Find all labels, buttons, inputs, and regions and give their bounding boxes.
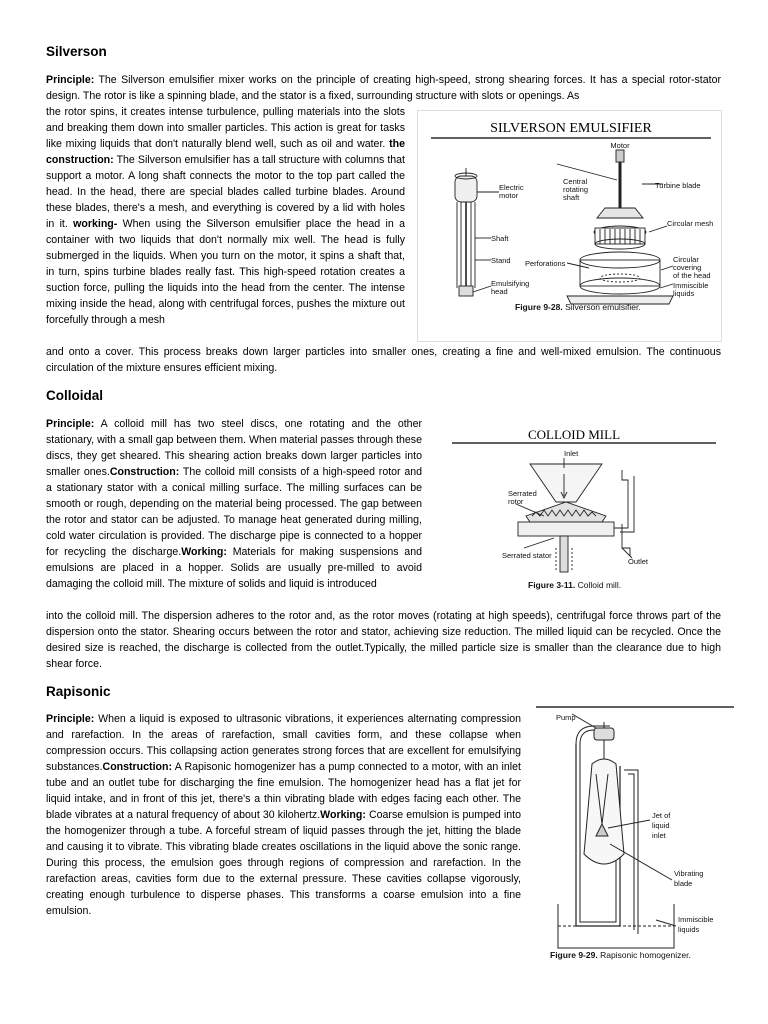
label-outlet: Outlet	[628, 557, 649, 566]
principle-text: When a liquid is exposed to ultrasonic vibrations, it experiences alternating compression and rarefaction. In the areas of rarefaction, small cavities form, and these collapse when compression occurs. This collapsing action generates strong forces that are excellent for emulsifying substances.	[46, 713, 521, 773]
working-label: Working:	[181, 546, 227, 558]
construction-label: the construction:	[46, 138, 405, 166]
working-label: Working:	[320, 809, 366, 821]
colloidal-tail-paragraph: into the colloid mill. The dispersion adheres to the rotor and, as the rotor moves (rotating at high speeds), centrifugal force throws part of the dispersion onto the stator. Shearing occurs between the rotor and stator, achieving size reduction. The milled liquid can be recycled. Once the desired size is reached, the discharge is collected from the outlet.Typically, the milled particle size is smaller than the clearance due to high shear force.	[46, 610, 721, 670]
construction-text: The Silverson emulsifier has a tall structure with columns that support a motor. A long shaft connects the motor to the top part called the head. In the head, there are special blades called turbine blades. Around these blades, there's a mesh, and everything is covered by a lid with holes in it.	[46, 154, 405, 230]
label-shaft: shaft	[563, 193, 580, 202]
caption-text: Colloid mill.	[575, 580, 622, 590]
colloidal-wrap-paragraph	[46, 416, 422, 592]
label-imm2: liquids	[673, 289, 695, 298]
label-emul2: head	[491, 287, 508, 296]
label-emul1: Emulsifying	[491, 279, 530, 288]
label-circ2: covering	[673, 263, 702, 272]
working-label: working-	[73, 218, 118, 230]
colloid-mill-figure	[452, 420, 722, 600]
rapisonic-homogenizer-figure	[536, 704, 740, 966]
label-turbine: Turbine blade	[655, 181, 701, 190]
figure-title: SILVERSON EMULSIFIER	[490, 121, 652, 136]
label-vib2: blade	[674, 879, 693, 888]
label-imm1: Immiscible	[678, 915, 714, 924]
silverson-emulsifier-figure	[417, 110, 722, 342]
label-inlet: Inlet	[564, 449, 579, 458]
label-serrated: Serrated	[508, 489, 537, 498]
label-rotor: rotor	[508, 497, 524, 506]
label-imm2: liquids	[678, 925, 700, 934]
principle-label: Principle:	[46, 713, 95, 725]
principle-text: The Silverson emulsifier mixer works on the principle of creating high-speed, strong shearing forces. It has a special rotor-stator design. The rotor is like a spinning blade, and the stator is a fixed, surrounding structure with slots or openings. As	[46, 74, 721, 102]
section-heading-colloidal: Colloidal	[46, 388, 103, 403]
label-stator: Serrated stator	[502, 551, 552, 560]
figure-caption	[515, 302, 641, 312]
label-circ1: Circular	[673, 255, 699, 264]
label-jet3: inlet	[652, 831, 666, 840]
figure-title: COLLOID MILL	[527, 427, 621, 442]
label-perf: Perforations	[525, 259, 566, 268]
label-central: Central	[563, 177, 588, 186]
caption-number: Figure 9-28.	[515, 302, 563, 312]
caption-number: Figure 3-11.	[528, 580, 576, 590]
section-heading-silverson: Silverson	[46, 44, 107, 59]
label-jet1: Jet of	[652, 811, 671, 820]
construction-label: Construction:	[102, 761, 172, 773]
label-electric: Electric	[499, 183, 524, 192]
wrap-text: the rotor spins, it creates intense turbulence, pulling materials into the slots and breaking them down into smaller particles. This action is great for tasks like mixing liquids that don't naturally blend well, such as oil and water.	[46, 106, 405, 150]
label-jet2: liquid	[652, 821, 670, 830]
label-motor: Motor	[610, 141, 630, 150]
construction-label: Construction:	[109, 466, 180, 478]
label-vib1: Vibrating	[674, 869, 704, 878]
working-text: Materials for making suspensions and emulsions are placed in a hopper. Solids are usually pre-milled to avoid damaging the colloid mill. The mixture of solids and liquid is introduced	[46, 546, 422, 590]
working-text: Coarse emulsion is pumped into the homogenizer through a tube. A forceful stream of liquid passes through the jet, hitting the blade and causing it to vibrate. This vibrating blade creates oscillations in the liquid above the sonic range. During this process, the emulsion goes through regions of compression and rarefaction. In the rarefaction areas, cavities form due to the external pressure. These cavities collapse vigorously, creating enough turbulence to disperse phases. This transforms a coarse emulsion into a fine emulsion.	[46, 809, 521, 917]
silverson-principle-paragraph	[46, 72, 721, 104]
principle-label: Principle:	[46, 418, 95, 430]
label-pump: Pump	[556, 713, 576, 722]
rapisonic-paragraph	[46, 711, 521, 919]
label-rotating: rotating	[563, 185, 589, 194]
construction-text: The colloid mill consists of a high-speed rotor and a stationary stator with a conical milling surface. The milling surfaces can be smooth or rough, depending on the material being processed. The gap between the rotor and stator can be adjusted. To manage heat generated during milling, cold water circulation is provided. The discharge pipe is connected to a hopper for recycling the discharge.	[46, 466, 423, 558]
section-heading-rapisonic: Rapisonic	[46, 684, 111, 699]
label-circ3: of the head	[673, 271, 711, 280]
figure-caption	[550, 950, 691, 960]
silverson-tail-paragraph: and onto a cover. This process breaks down larger particles into smaller ones, creating a fine and well-mixed emulsion. The continuous circulation of the mixture ensures efficient mixing.	[46, 346, 721, 374]
figure-caption	[528, 580, 621, 590]
caption-text: Silverson emulsifier.	[562, 302, 641, 312]
label-mesh: Circular mesh	[667, 219, 714, 228]
label-stand: Stand	[491, 256, 511, 265]
label-shaft2: Shaft	[491, 234, 509, 243]
caption-text: Rapisonic homogenizer.	[597, 950, 691, 960]
label-motor2: motor	[499, 191, 519, 200]
label-imm1: Immiscible	[673, 281, 709, 290]
principle-label: Principle:	[46, 74, 95, 86]
caption-number: Figure 9-29.	[550, 950, 598, 960]
silverson-wrap-paragraph	[46, 104, 405, 328]
construction-text: A Rapisonic homogenizer has a pump connected to a motor, with an inlet tube and an outlet tube for discharging the fine emulsion. The homogenizer head has a flat jet for liquid intake, and in front of this jet, there's a thin vibrating blade with edges facing each other. The blade vibrates at a natural frequency of about 30 kilohertz.	[46, 761, 521, 821]
working-text: When using the Silverson emulsifier place the head in a container with two liquids that don't normally mix well. The head is fully submerged in the liquids. When you turn on the motor, it spins a shaft that, in turn, spins turbine blades really fast. This high-speed rotation creates a suction force, pulling the liquids into the head from the center. The intense mixing inside the head, along with centrifugal forces, pushes the mixture out forcefully through a mesh	[46, 218, 405, 326]
principle-text: A colloid mill has two steel discs, one rotating and the other stationary, with a small gap between them. When material passes through these discs, they get sheared. This shearing action breaks down larger particles into smaller ones.	[46, 418, 422, 478]
